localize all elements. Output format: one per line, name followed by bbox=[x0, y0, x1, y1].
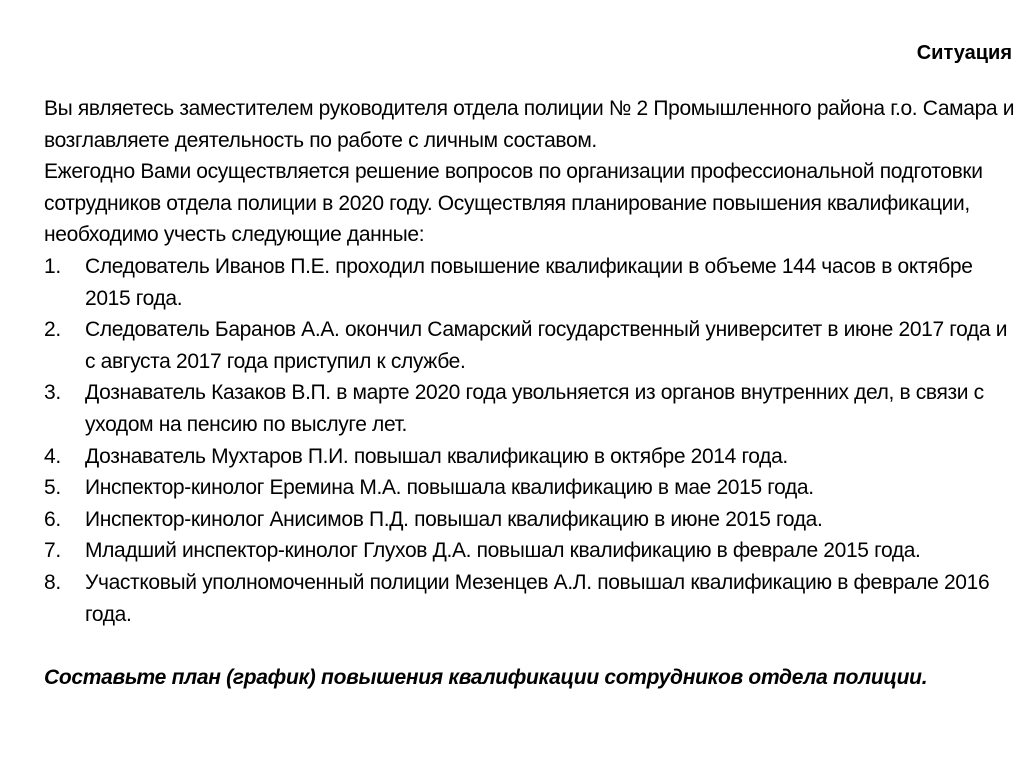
intro-paragraph-2: Ежегодно Вами осуществляется решение вопросов по организации профессиональной подготовки сотрудников отдела полиции в 2020 году. Осуществляя планирование повышения квалификации, необходимо учесть следующие данные: bbox=[44, 160, 983, 247]
list-item-text: Инспектор-кинолог Еремина М.А. повышала квалификацию в мае 2015 года. bbox=[85, 476, 814, 500]
list-item-text: Инспектор-кинолог Анисимов П.Д. повышал квалификацию в июне 2015 года. bbox=[85, 507, 823, 531]
list-item-text: Дознаватель Казаков В.П. в марте 2020 года увольняется из органов внутренних дел, в связи с уходом на пенсию по выслуге лет. bbox=[85, 381, 984, 436]
list-number: 6. bbox=[44, 507, 61, 531]
list-item-text: Младший инспектор-кинолог Глухов Д.А. повышал квалификацию в феврале 2015 года. bbox=[85, 539, 921, 563]
employee-list bbox=[44, 251, 1016, 630]
intro-paragraph-1: Вы являетесь заместителем руководителя отдела полиции № 2 Промышленного района г.о. Самара и возглавляете деятельность по работе с личным составом. bbox=[44, 97, 1015, 152]
list-item-text: Следователь Баранов А.А. окончил Самарский государственный университет в июне 2017 года и с августа 2017 года приступил к службе. bbox=[85, 318, 1008, 373]
list-number: 2. bbox=[44, 318, 61, 342]
list-item-text: Следователь Иванов П.Е. проходил повышение квалификации в объеме 144 часов в октябре 2015 года. bbox=[85, 254, 973, 310]
list-number: 5. bbox=[44, 476, 61, 500]
list-item bbox=[44, 441, 1016, 473]
list-item-text: Дознаватель Мухтаров П.И. повышал квалификацию в октябре 2014 года. bbox=[85, 444, 788, 468]
list-item bbox=[44, 251, 1016, 314]
list-item bbox=[44, 504, 1016, 536]
list-item bbox=[44, 535, 1016, 567]
situation-body bbox=[44, 93, 1016, 693]
list-number: 4. bbox=[44, 444, 61, 468]
list-item bbox=[44, 314, 1016, 377]
task-statement: Составьте план (график) повышения квалификации сотрудников отдела полиции. bbox=[44, 665, 928, 689]
list-number: 7. bbox=[44, 539, 61, 563]
list-item bbox=[44, 377, 1016, 440]
list-item-text: Участковый уполномоченный полиции Мезенцев А.Л. повышал квалификацию в феврале 2016 года. bbox=[85, 570, 990, 626]
situation-heading: Ситуация bbox=[916, 42, 1012, 64]
list-number: 8. bbox=[44, 570, 61, 594]
blank-line bbox=[44, 630, 1016, 662]
list-item bbox=[44, 472, 1016, 504]
list-number: 3. bbox=[44, 381, 61, 405]
list-item bbox=[44, 567, 1016, 630]
list-number: 1. bbox=[44, 254, 61, 278]
